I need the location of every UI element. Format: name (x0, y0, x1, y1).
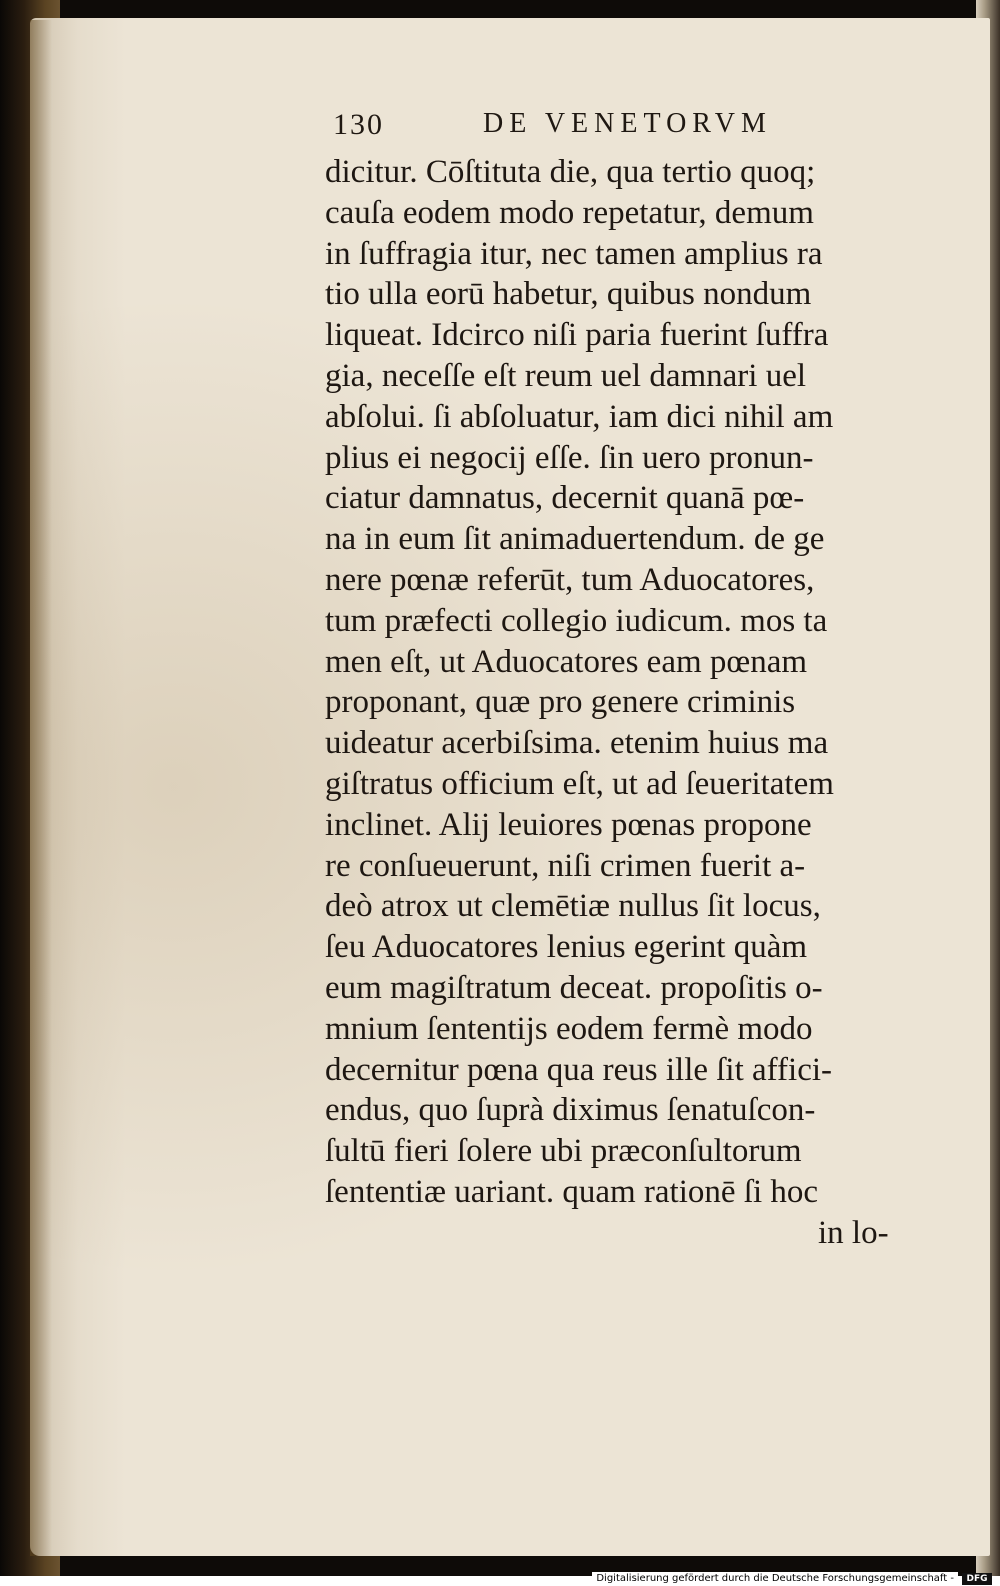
text-line: uideatur acerbiſsima. etenim huius ma (325, 725, 829, 762)
text-line: eum magiſtratum deceat. propoſitis o- (325, 969, 823, 1006)
text-line: na in eum ſit animaduertendum. de ge (325, 521, 825, 558)
page-gutter-stain (30, 20, 52, 1556)
text-line: ſententiæ uariant. quam rationē ſi hoc (325, 1173, 819, 1210)
text-line: cauſa eodem modo repetatur, demum (325, 194, 814, 231)
text-line: dicitur. Cōſtituta die, qua tertio quoq; (325, 154, 816, 190)
text-line: in ſuffragia itur, nec tamen amplius ra (325, 235, 823, 272)
running-head: DE VENETORVM (483, 108, 772, 139)
text-line: inclinet. Alij leuiores pœnas propone (325, 806, 812, 843)
text-line: re conſueuerunt, niſi crimen fuerit a- (325, 847, 806, 884)
text-line: ſeu Aduocatores lenius egerint quàm (325, 929, 808, 966)
text-line: liqueat. Idcirco niſi paria fuerint ſuffra (325, 317, 829, 354)
text-line: gia, neceſſe eſt reum uel damnari uel (325, 357, 807, 394)
text-line: abſolui. ſi abſoluatur, iam dici nihil am (325, 398, 834, 435)
dfg-logo: DFG (962, 1573, 992, 1585)
text-line: ciatur damnatus, decernit quanā pœ- (325, 480, 805, 517)
text-line: tum præfecti collegio iudicum. mos ta (325, 602, 828, 639)
text-line: tio ulla eorū habetur, quibus nondum (325, 276, 812, 313)
page-number: 130 (333, 108, 384, 141)
text-line: nere pœnæ referūt, tum Aduocatores, (325, 561, 815, 598)
text-line: ſultū fieri ſolere ubi præconſultorum (325, 1133, 802, 1170)
text-line: plius ei negocij eſſe. ſin uero pronun- (325, 439, 814, 476)
text-line: giſtratus officium eſt, ut ad ſeueritatem (325, 765, 834, 802)
page-header (333, 108, 853, 152)
text-line: endus, quo ſuprà diximus ſenatuſcon- (325, 1092, 816, 1129)
text-line: men eſt, ut Aduocatores eam pœnam (325, 643, 808, 680)
body-text (325, 152, 930, 1213)
text-line: proponant, quæ pro genere criminis (325, 684, 796, 721)
catchword: in lo- (818, 1215, 889, 1251)
text-line: mnium ſententijs eodem fermè modo (325, 1010, 813, 1047)
text-line: deò atrox ut clemētiæ nullus ſit locus, (325, 888, 821, 925)
funding-credit: Digitalisierung gefördert durch die Deutsche Forschungsgemeinschaft - (592, 1572, 958, 1586)
text-line: decernitur pœna qua reus ille ſit affici- (325, 1051, 833, 1088)
